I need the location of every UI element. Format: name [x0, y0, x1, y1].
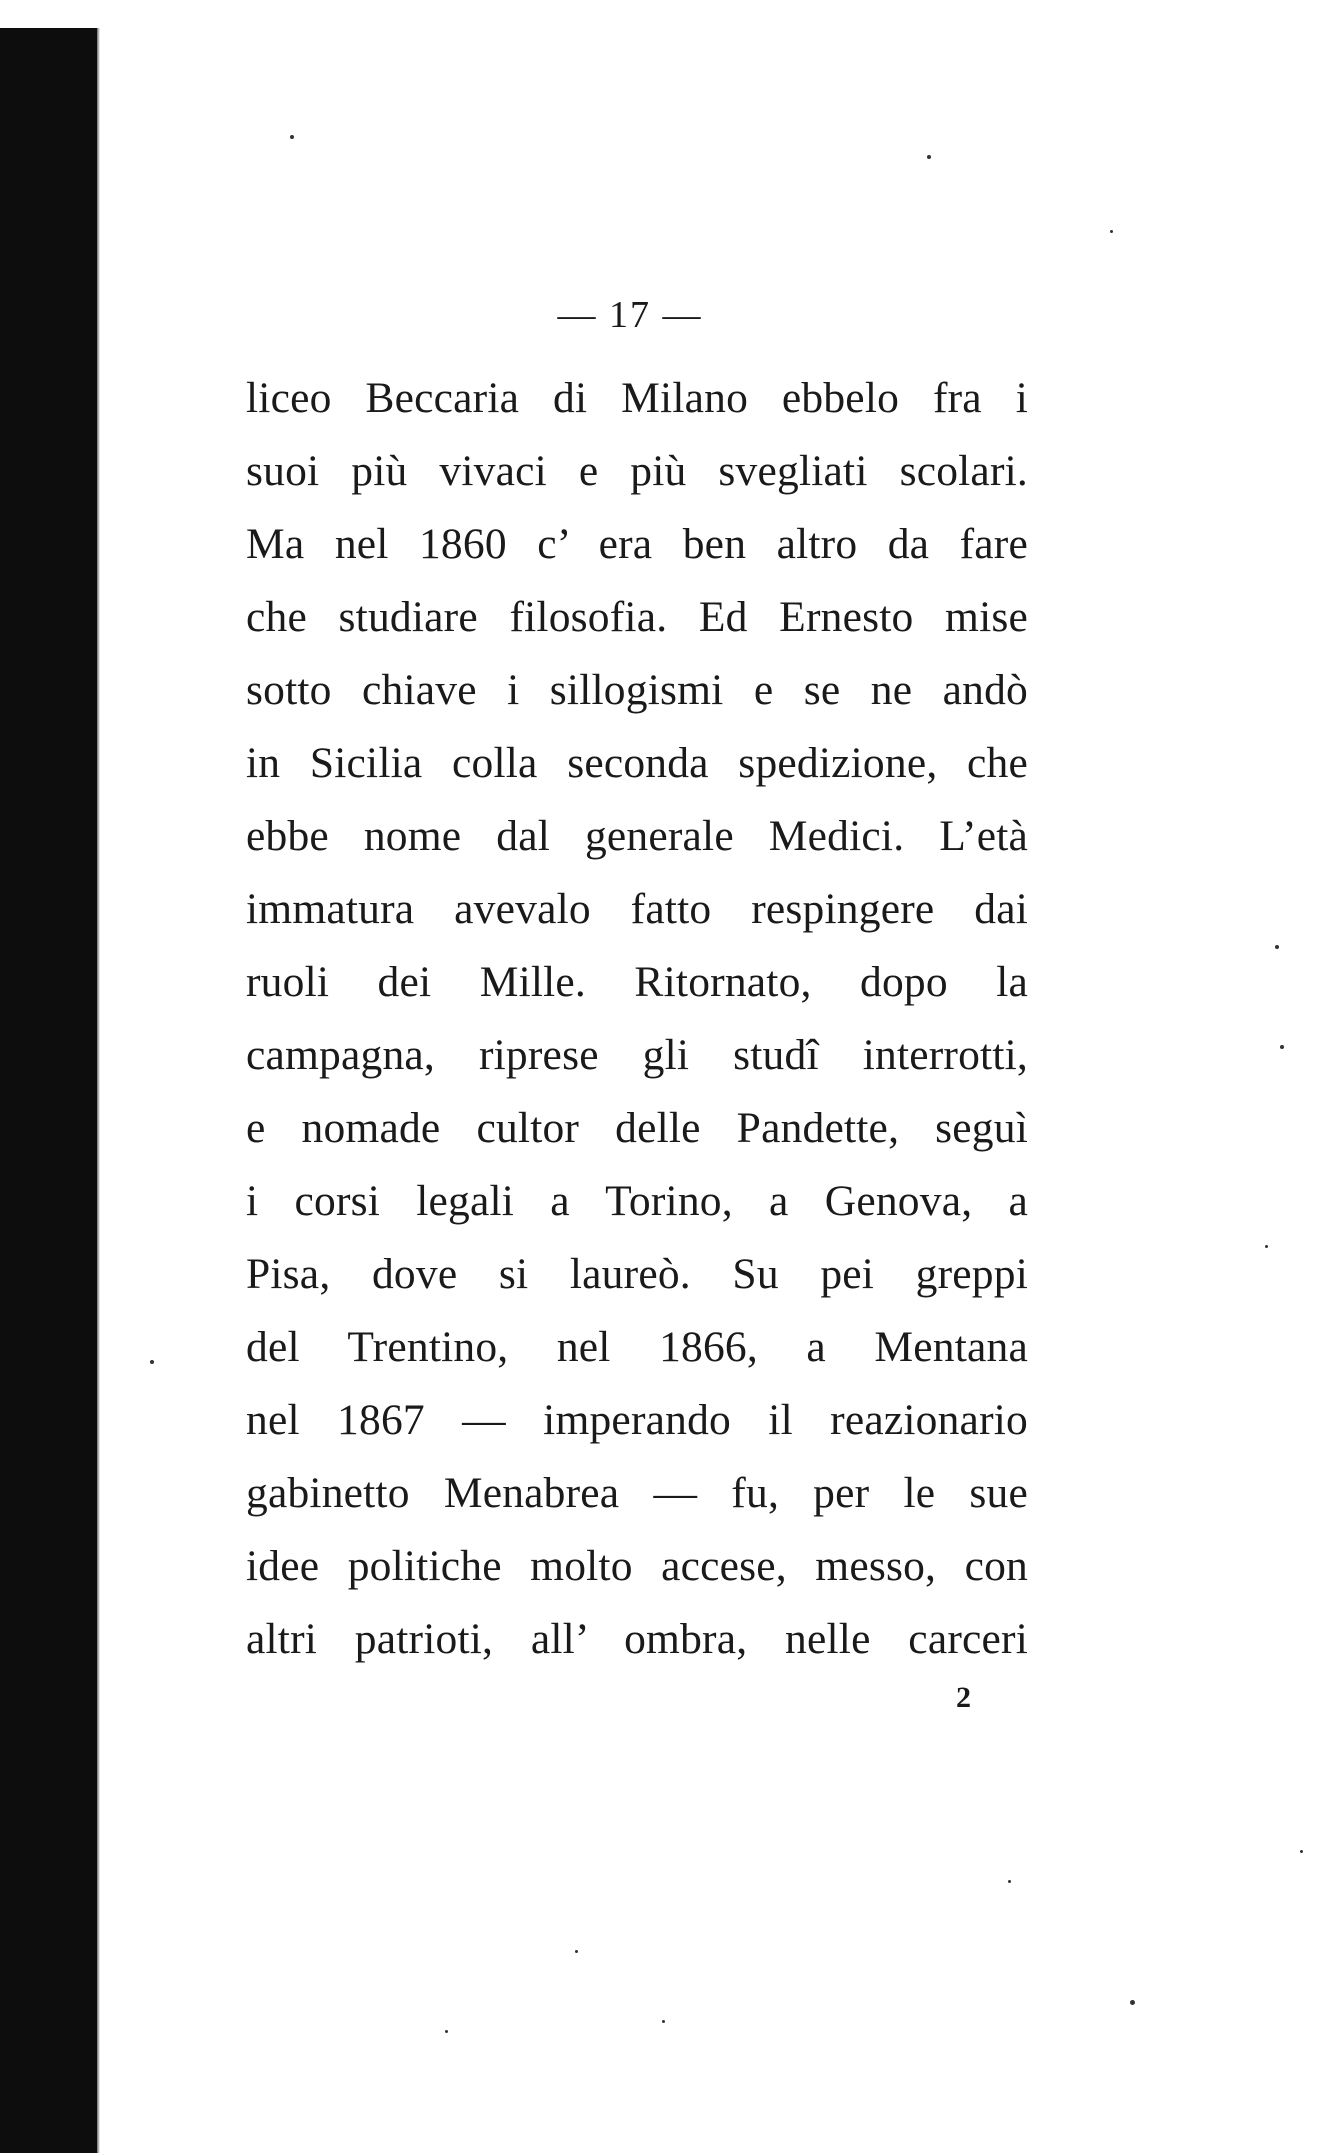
text-line: nel 1867 — imperando il reazionario — [246, 1396, 1028, 1444]
scan-speck — [290, 135, 294, 139]
scan-speck — [150, 1360, 154, 1364]
scan-speck — [927, 155, 931, 159]
text-line: campagna, riprese gli studî interrotti, — [246, 1031, 1028, 1079]
scan-speck — [1280, 1045, 1284, 1049]
scan-speck — [1130, 2000, 1135, 2005]
scan-speck — [445, 2030, 448, 2033]
body-text — [246, 362, 1028, 1676]
text-line: i corsi legali a Torino, a Genova, a — [246, 1177, 1028, 1225]
book-spine-shadow — [0, 28, 97, 2153]
text-line: ruoli dei Mille. Ritornato, dopo la — [246, 958, 1028, 1006]
text-line: liceo Beccaria di Milano ebbelo fra i — [246, 374, 1028, 422]
text-line: altri patrioti, all’ ombra, nelle carceri — [246, 1615, 1028, 1663]
text-line: Ma nel 1860 c’ era ben altro da fare — [246, 520, 1028, 568]
scan-speck — [575, 1950, 578, 1953]
signature-mark: 2 — [956, 1681, 971, 1714]
scan-speck — [1265, 1245, 1268, 1248]
page-number: — 17 — — [557, 294, 703, 336]
text-line: idee politiche molto accese, messo, con — [246, 1542, 1028, 1590]
text-line: che studiare filosofia. Ed Ernesto mise — [246, 593, 1028, 641]
scan-speck — [1300, 1850, 1303, 1853]
text-line: Pisa, dove si laureò. Su pei greppi — [246, 1250, 1028, 1298]
scan-speck — [1110, 230, 1113, 233]
text-line: in Sicilia colla seconda spedizione, che — [246, 739, 1028, 787]
text-line: e nomade cultor delle Pandette, seguì — [246, 1104, 1028, 1152]
scan-speck — [1275, 945, 1279, 949]
text-line: gabinetto Menabrea — fu, per le sue — [246, 1469, 1028, 1517]
text-line: del Trentino, nel 1866, a Mentana — [246, 1323, 1028, 1371]
text-line: immatura avevalo fatto respingere dai — [246, 885, 1028, 933]
text-line: ebbe nome dal generale Medici. L’età — [246, 812, 1028, 860]
scan-speck — [1008, 1880, 1011, 1883]
text-line: suoi più vivaci e più svegliati scolari. — [246, 447, 1028, 495]
spine-edge — [97, 28, 100, 2153]
text-line: sotto chiave i sillogismi e se ne andò — [246, 666, 1028, 714]
scan-speck — [662, 2020, 665, 2023]
